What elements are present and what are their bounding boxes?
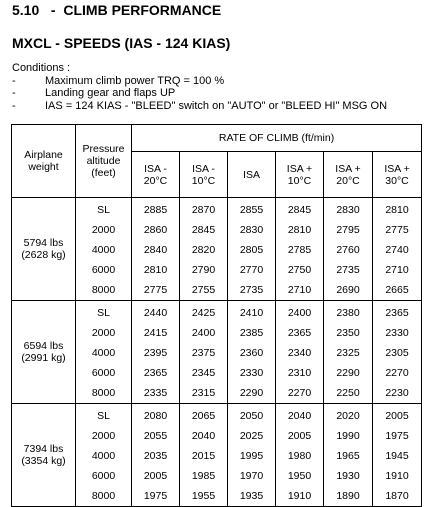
page-subtitle: MXCL - SPEEDS (IAS - 124 KIAS) [12,35,231,51]
rate-cell: 2740 [373,240,422,260]
rate-cell: 1930 [324,466,373,486]
rate-cell: 1995 [228,446,276,466]
rate-cell: 2270 [373,363,422,383]
rate-cell: 1910 [373,466,422,486]
rate-cell: 2410 [228,301,276,324]
column-header: ISA + 20°C [324,152,373,198]
rate-cell: 1990 [324,426,373,446]
rate-cell: 2290 [324,363,373,383]
rate-cell: 2845 [276,198,324,221]
rate-cell: 2785 [276,240,324,260]
column-header: ISA - 20°C [132,152,180,198]
rate-cell: 2325 [324,343,373,363]
rate-cell: 2840 [132,240,180,260]
rate-cell: 2270 [276,383,324,404]
table-row [12,301,422,324]
rate-cell: 2385 [228,323,276,343]
rate-cell: 2015 [180,446,228,466]
section-title: 5.10 - CLIMB PERFORMANCE [12,2,222,18]
rate-cell: 1945 [373,446,422,466]
table-body [12,198,422,507]
condition-item [12,100,387,113]
rate-cell: 2845 [180,220,228,240]
rate-cell: 2690 [324,280,373,301]
rate-cell: 2735 [228,280,276,301]
column-header: ISA [228,152,276,198]
rate-cell: 1975 [373,426,422,446]
rate-cell: 1935 [228,486,276,507]
rate-cell: 2055 [132,426,180,446]
rate-cell: 2005 [132,466,180,486]
weight-cell: 6594 lbs (2991 kg) [12,301,76,404]
rate-cell: 2810 [373,198,422,221]
weight-cell: 7394 lbs (3354 kg) [12,404,76,507]
rate-cell: 2020 [324,404,373,427]
rate-cell: 2035 [132,446,180,466]
column-header: ISA + 10°C [276,152,324,198]
rate-cell: 2770 [228,260,276,280]
rate-cell: 2810 [132,260,180,280]
altitude-cell: 6000 [76,363,132,383]
rate-cell: 2340 [276,343,324,363]
rate-cell: 2795 [324,220,373,240]
rate-cell: 2830 [324,198,373,221]
rate-cell: 2755 [180,280,228,301]
rate-cell: 2365 [373,301,422,324]
rate-cell: 2395 [132,343,180,363]
column-header: ISA + 30°C [373,152,422,198]
condition-text: IAS = 124 KIAS - "BLEED" switch on "AUTO" or "BLEED HI" MSG ON [45,99,388,112]
condition-dash: - [12,99,16,112]
altitude-cell: SL [76,198,132,221]
rate-cell: 2820 [180,240,228,260]
altitude-cell: 4000 [76,240,132,260]
altitude-cell: 8000 [76,383,132,404]
rate-cell: 2005 [276,426,324,446]
altitude-cell: 2000 [76,426,132,446]
altitude-cell: 8000 [76,280,132,301]
altitude-cell: 2000 [76,323,132,343]
rate-cell: 2400 [276,301,324,324]
rate-cell: 2885 [132,198,180,221]
rate-cell: 2810 [276,220,324,240]
rate-cell: 2050 [228,404,276,427]
rate-cell: 2870 [180,198,228,221]
rate-cell: 1950 [276,466,324,486]
altitude-cell: 2000 [76,220,132,240]
rate-cell: 2305 [373,343,422,363]
rate-cell: 2805 [228,240,276,260]
column-header: ISA - 10°C [180,152,228,198]
rate-cell: 2415 [132,323,180,343]
rate-cell: 2665 [373,280,422,301]
weight-header: Airplane weight [12,125,76,198]
rate-cell: 1965 [324,446,373,466]
climb-performance-table [11,124,422,507]
rate-cell: 2310 [276,363,324,383]
rate-cell: 2400 [180,323,228,343]
altitude-cell: 6000 [76,466,132,486]
conditions-block [12,62,387,112]
altitude-header: Pressure altitude (feet) [76,125,132,198]
rate-cell: 2040 [276,404,324,427]
rate-cell: 2375 [180,343,228,363]
rate-cell: 2750 [276,260,324,280]
rate-cell: 2440 [132,301,180,324]
rate-cell: 2315 [180,383,228,404]
rate-cell: 2330 [228,363,276,383]
altitude-cell: 4000 [76,343,132,363]
altitude-cell: SL [76,301,132,324]
condition-text: Maximum climb power TRQ = 100 % [45,74,225,87]
weight-cell: 5794 lbs (2628 kg) [12,198,76,301]
condition-dash: - [12,74,16,87]
altitude-cell: SL [76,404,132,427]
rate-cell: 2365 [132,363,180,383]
rate-cell: 1985 [180,466,228,486]
rate-cell: 2760 [324,240,373,260]
table-row [12,404,422,427]
rate-cell: 2065 [180,404,228,427]
rate-cell: 2005 [373,404,422,427]
rate-cell: 2330 [373,323,422,343]
condition-item [12,87,387,100]
condition-text: Landing gear and flaps UP [45,87,176,99]
rate-cell: 2345 [180,363,228,383]
rate-cell: 1980 [276,446,324,466]
rate-cell: 2080 [132,404,180,427]
rate-cell: 2860 [132,220,180,240]
rate-cell: 2040 [180,426,228,446]
rate-cell: 2380 [324,301,373,324]
condition-item [12,75,387,88]
rate-cell: 2350 [324,323,373,343]
rate-cell: 2790 [180,260,228,280]
altitude-cell: 4000 [76,446,132,466]
rate-cell: 1870 [373,486,422,507]
condition-dash: - [12,87,16,99]
altitude-cell: 8000 [76,486,132,507]
rate-cell: 1970 [228,466,276,486]
rate-cell: 1910 [276,486,324,507]
rate-cell: 2775 [132,280,180,301]
rate-cell: 2710 [276,280,324,301]
rate-cell: 2290 [228,383,276,404]
rate-cell: 2830 [228,220,276,240]
rate-cell: 2335 [132,383,180,404]
table-row [12,198,422,221]
rate-cell: 1975 [132,486,180,507]
rate-cell: 1890 [324,486,373,507]
rate-cell: 2250 [324,383,373,404]
conditions-label: Conditions : [12,62,71,74]
rate-cell: 2775 [373,220,422,240]
rate-cell: 1955 [180,486,228,507]
rate-cell: 2365 [276,323,324,343]
rate-cell: 2855 [228,198,276,221]
rate-cell: 2360 [228,343,276,363]
rate-cell: 2735 [324,260,373,280]
rate-cell: 2025 [228,426,276,446]
rate-cell: 2425 [180,301,228,324]
rate-of-climb-header: RATE OF CLIMB (ft/min) [132,125,422,152]
rate-cell: 2710 [373,260,422,280]
altitude-cell: 6000 [76,260,132,280]
rate-cell: 2230 [373,383,422,404]
